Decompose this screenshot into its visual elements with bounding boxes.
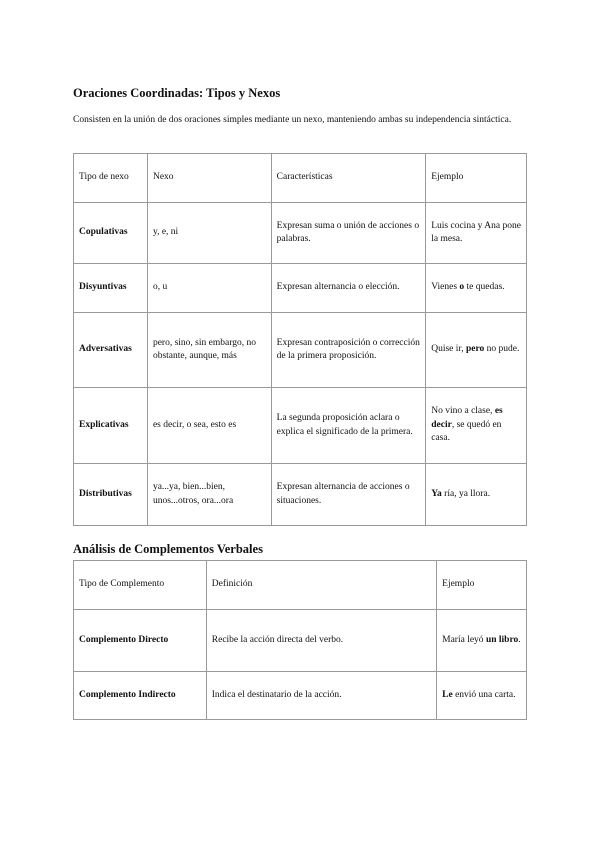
table-coordinadas <box>73 153 527 526</box>
header-cell: Definición <box>206 561 436 610</box>
header-cell: Tipo de Complemento <box>74 561 207 610</box>
tipo-cell: Adversativas <box>79 344 132 355</box>
nexo-cell: es decir, o sea, esto es <box>147 388 271 464</box>
table-complementos <box>73 560 527 720</box>
nexo-cell: y, e, ni <box>147 203 271 264</box>
ejemplo-cell: Quise ir, pero no pude. <box>426 313 527 388</box>
table-header-row <box>74 154 527 203</box>
header-cell: Ejemplo <box>437 561 527 610</box>
table-row <box>74 464 527 526</box>
section-title-coordinadas: Oraciones Coordinadas: Tipos y Nexos <box>73 86 281 100</box>
table-row <box>74 388 527 464</box>
header-cell: Características <box>271 154 426 203</box>
intro-paragraph: Consisten en la unión de dos oraciones simples mediante un nexo, manteniendo ambas su independencia sintáctica. <box>73 115 512 125</box>
ejemplo-cell: No vino a clase, es decir, se quedó en casa. <box>426 388 527 464</box>
tipo-cell: Explicativas <box>79 419 129 430</box>
ejemplo-cell: María leyó un libro. <box>437 610 527 672</box>
table-row <box>74 672 527 720</box>
tipo-cell: Complemento Indirecto <box>79 689 176 700</box>
caracteristicas-cell: La segunda proposición aclara o explica el significado de la primera. <box>271 388 426 464</box>
tipo-cell: Complemento Directo <box>79 634 169 645</box>
table-row <box>74 264 527 313</box>
header-cell: Ejemplo <box>426 154 527 203</box>
ejemplo-cell: Le envió una carta. <box>437 672 527 720</box>
ejemplo-cell: Ya ría, ya llora. <box>426 464 527 526</box>
table-header-row <box>74 561 527 610</box>
nexo-cell: pero, sino, sin embargo, no obstante, aunque, más <box>147 313 271 388</box>
section-title-complementos: Análisis de Complementos Verbales <box>73 542 263 556</box>
caracteristicas-cell: Expresan contraposición o corrección de la primera proposición. <box>271 313 426 388</box>
caracteristicas-cell: Expresan alternancia o elección. <box>271 264 426 313</box>
nexo-cell: o, u <box>147 264 271 313</box>
table-row <box>74 313 527 388</box>
header-cell: Tipo de nexo <box>74 154 148 203</box>
table-row <box>74 203 527 264</box>
tipo-cell: Disyuntivas <box>79 282 127 293</box>
ejemplo-cell: Luis cocina y Ana pone la mesa. <box>426 203 527 264</box>
caracteristicas-cell: Expresan alternancia de acciones o situaciones. <box>271 464 426 526</box>
caracteristicas-cell: Expresan suma o unión de acciones o palabras. <box>271 203 426 264</box>
definicion-cell: Indica el destinatario de la acción. <box>206 672 436 720</box>
table-row <box>74 610 527 672</box>
ejemplo-cell: Vienes o te quedas. <box>426 264 527 313</box>
header-cell: Nexo <box>147 154 271 203</box>
nexo-cell: ya...ya, bien...bien, unos...otros, ora...ora <box>147 464 271 526</box>
tipo-cell: Copulativas <box>79 227 128 238</box>
tipo-cell: Distributivas <box>79 488 132 499</box>
definicion-cell: Recibe la acción directa del verbo. <box>206 610 436 672</box>
